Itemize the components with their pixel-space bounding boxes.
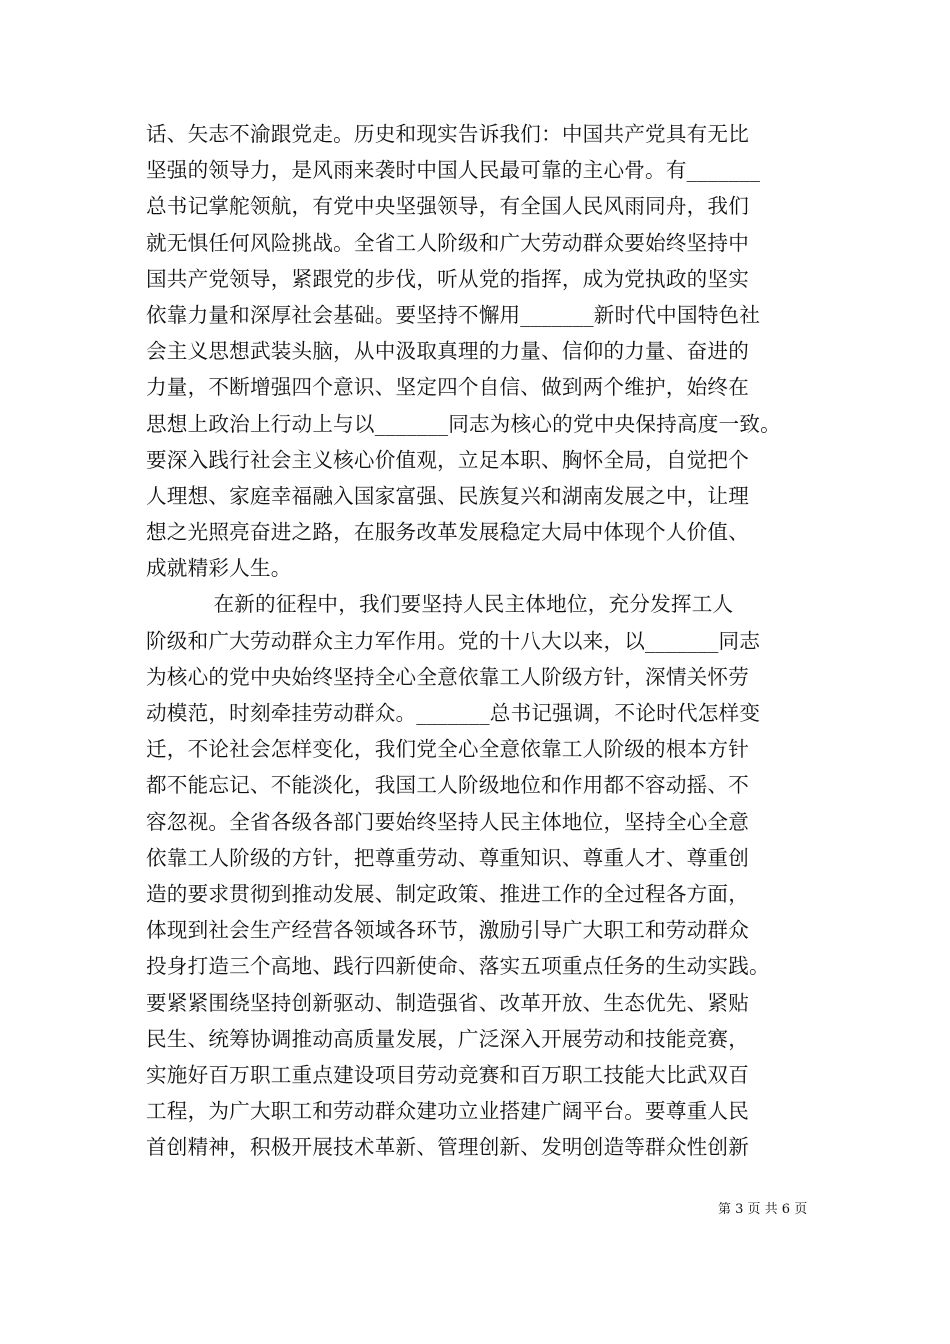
text-line: 为核心的党中央始终坚持全心全意依靠工人阶级方针，深情关怀劳	[146, 664, 750, 689]
text-line: 动模范，时刻牵挂劳动群众。_______总书记强调，不论时代怎样变	[146, 701, 761, 725]
page-number: 第 3 页 共 6 页	[718, 1202, 808, 1217]
text-line: 就无惧任何风险挑战。全省工人阶级和广大劳动群众要始终坚持中	[146, 230, 750, 255]
text-line: 依靠力量和深厚社会基础。要坚持不懈用_______新时代中国特色社	[146, 302, 761, 327]
text-line: 要紧紧围绕坚持创新驱动、制造强省、改革开放、生态优先、紧贴	[146, 990, 750, 1015]
text-line: 阶级和广大劳动群众主力军作用。党的十八大以来，以_______同志	[146, 628, 761, 653]
text-line: 国共产党领导，紧跟党的步伐，听从党的指挥，成为党执政的坚实	[146, 266, 750, 291]
text-line: 体现到社会生产经营各领域各环节，激励引导广大职工和劳动群众	[146, 918, 750, 943]
text-line: 迁，不论社会怎样变化，我们党全心全意依靠工人阶级的根本方针	[146, 737, 750, 762]
text-line: 造的要求贯彻到推动发展、制定政策、推进工作的全过程各方面，	[146, 881, 750, 906]
text-line: 工程，为广大职工和劳动群众建功立业搭建广阔平台。要尊重人民	[146, 1099, 750, 1124]
text-line: 总书记掌舵领航，有党中央坚强领导，有全国人民风雨同舟，我们	[146, 194, 750, 219]
text-line: 要深入践行社会主义核心价值观，立足本职、胸怀全局，自觉把个	[146, 447, 750, 472]
text-line: 容忽视。全省各级各部门要始终坚持人民主体地位，坚持全心全意	[146, 809, 750, 834]
text-line: 成就精彩人生。	[146, 556, 292, 581]
text-line: 话、矢志不渝跟党走。历史和现实告诉我们：中国共产党具有无比	[146, 122, 750, 146]
text-line: 投身打造三个高地、践行四新使命、落实五项重点任务的生动实践。	[146, 954, 770, 979]
text-line: 首创精神，积极开展技术革新、管理创新、发明创造等群众性创新	[146, 1135, 750, 1160]
text-line: 依靠工人阶级的方针，把尊重劳动、尊重知识、尊重人才、尊重创	[146, 845, 750, 870]
text-line: 都不能忘记、不能淡化，我国工人阶级地位和作用都不容动摇、不	[146, 773, 750, 798]
body-text	[146, 116, 816, 1165]
text-line: 坚强的领导力，是风雨来袭时中国人民最可靠的主心骨。有_______	[146, 158, 761, 183]
text-line: 力量，不断增强四个意识、坚定四个自信、做到两个维护，始终在	[146, 375, 750, 400]
text-line: 实施好百万职工重点建设项目劳动竞赛和百万职工技能大比武双百	[146, 1062, 750, 1087]
text-line: 想之光照亮奋进之路，在服务改革发展稳定大局中体现个人价值、	[146, 520, 750, 545]
text-line: 民生、统筹协调推动高质量发展，广泛深入开展劳动和技能竞赛，	[146, 1026, 750, 1051]
text-line: 在新的征程中，我们要坚持人民主体地位，充分发挥工人	[146, 592, 734, 617]
text-line: 思想上政治上行动上与以_______同志为核心的党中央保持高度一致。	[146, 411, 781, 436]
text-line: 人理想、家庭幸福融入国家富强、民族复兴和湖南发展之中，让理	[146, 483, 750, 508]
text-line: 会主义思想武装头脑，从中汲取真理的力量、信仰的力量、奋进的	[146, 339, 750, 364]
